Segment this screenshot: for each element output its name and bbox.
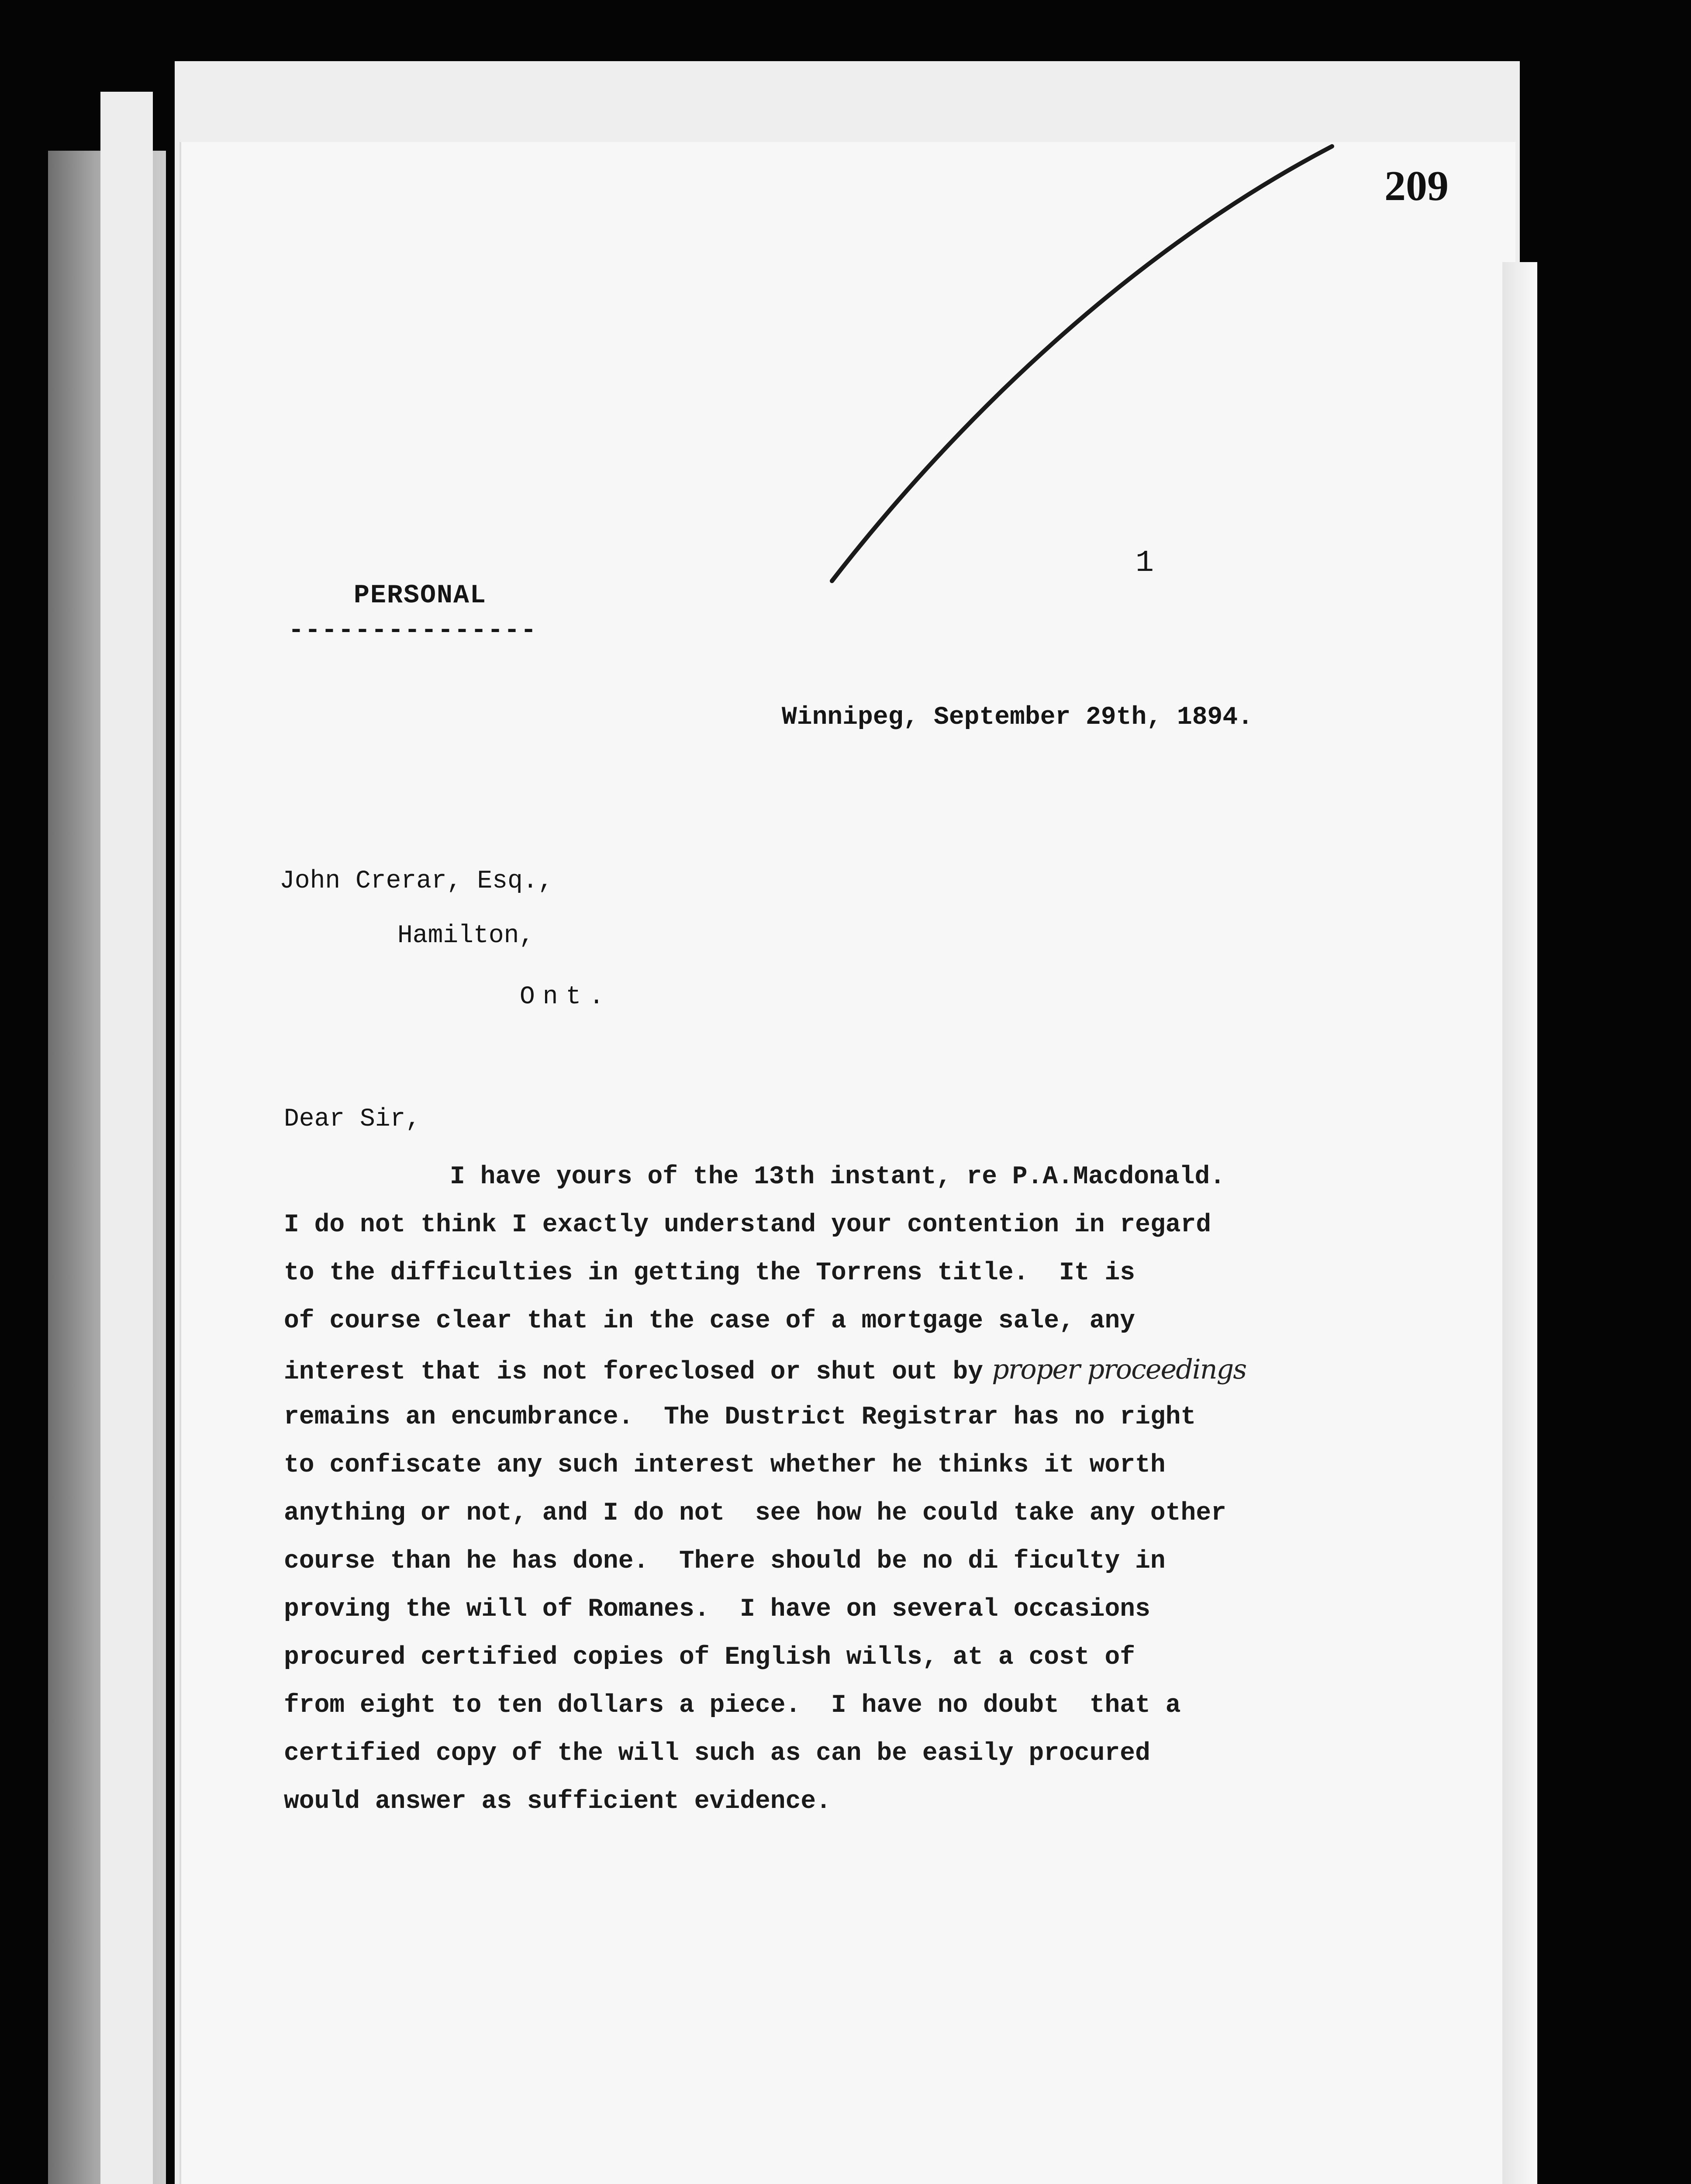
- recipient-name: John Crerar, Esq.,: [280, 867, 553, 895]
- binding-strip-inner: [100, 92, 153, 2184]
- heading-personal: PERSONAL: [354, 581, 487, 611]
- body-line: to confiscate any such interest whether he thinks it worth: [284, 1451, 1166, 1479]
- recipient-city: Hamilton,: [397, 922, 535, 950]
- recipient-province: Ont.: [520, 983, 612, 1011]
- body-line: I have yours of the 13th instant, re P.A.Macdonald.: [450, 1163, 1225, 1191]
- body-line: would answer as sufficient evidence.: [284, 1787, 832, 1816]
- page-number: 209: [1384, 162, 1449, 210]
- body-line: procured certified copies of English wills, at a cost of: [284, 1643, 1135, 1672]
- body-line: course than he has done. There should be no di ficulty in: [284, 1547, 1166, 1576]
- salutation: Dear Sir,: [284, 1105, 421, 1133]
- letter-body: [284, 1153, 1246, 1826]
- pencil-stroke-mark: [830, 144, 1354, 590]
- body-line: of course clear that in the case of a mortgage sale, any: [284, 1307, 1135, 1335]
- body-line: proving the will of Romanes. I have on several occasions: [284, 1595, 1150, 1624]
- date-line: Winnipeg, September 29th, 1894.: [782, 703, 1253, 732]
- page-edge: [1502, 262, 1537, 2184]
- body-line: from eight to ten dollars a piece. I have no doubt that a: [284, 1691, 1181, 1720]
- body-line: I do not think I exactly understand your contention in regard: [284, 1211, 1211, 1239]
- body-line: to the difficulties in getting the Torrens title. It is: [284, 1259, 1135, 1287]
- body-line: certified copy of the will such as can be easily procured: [284, 1739, 1150, 1768]
- body-line: remains an encumbrance. The Dustrict Registrar has no right: [284, 1403, 1196, 1431]
- body-line-with-handwriting: [284, 1345, 1246, 1393]
- sheet-number: 1: [1135, 546, 1154, 581]
- heading-underline: ---------------: [288, 616, 538, 646]
- body-line: anything or not, and I do not see how he could take any other: [284, 1499, 1226, 1527]
- body-line-text: interest that is not foreclosed or shut out by: [284, 1358, 984, 1386]
- handwritten-insertion: proper proceedings: [992, 1353, 1246, 1385]
